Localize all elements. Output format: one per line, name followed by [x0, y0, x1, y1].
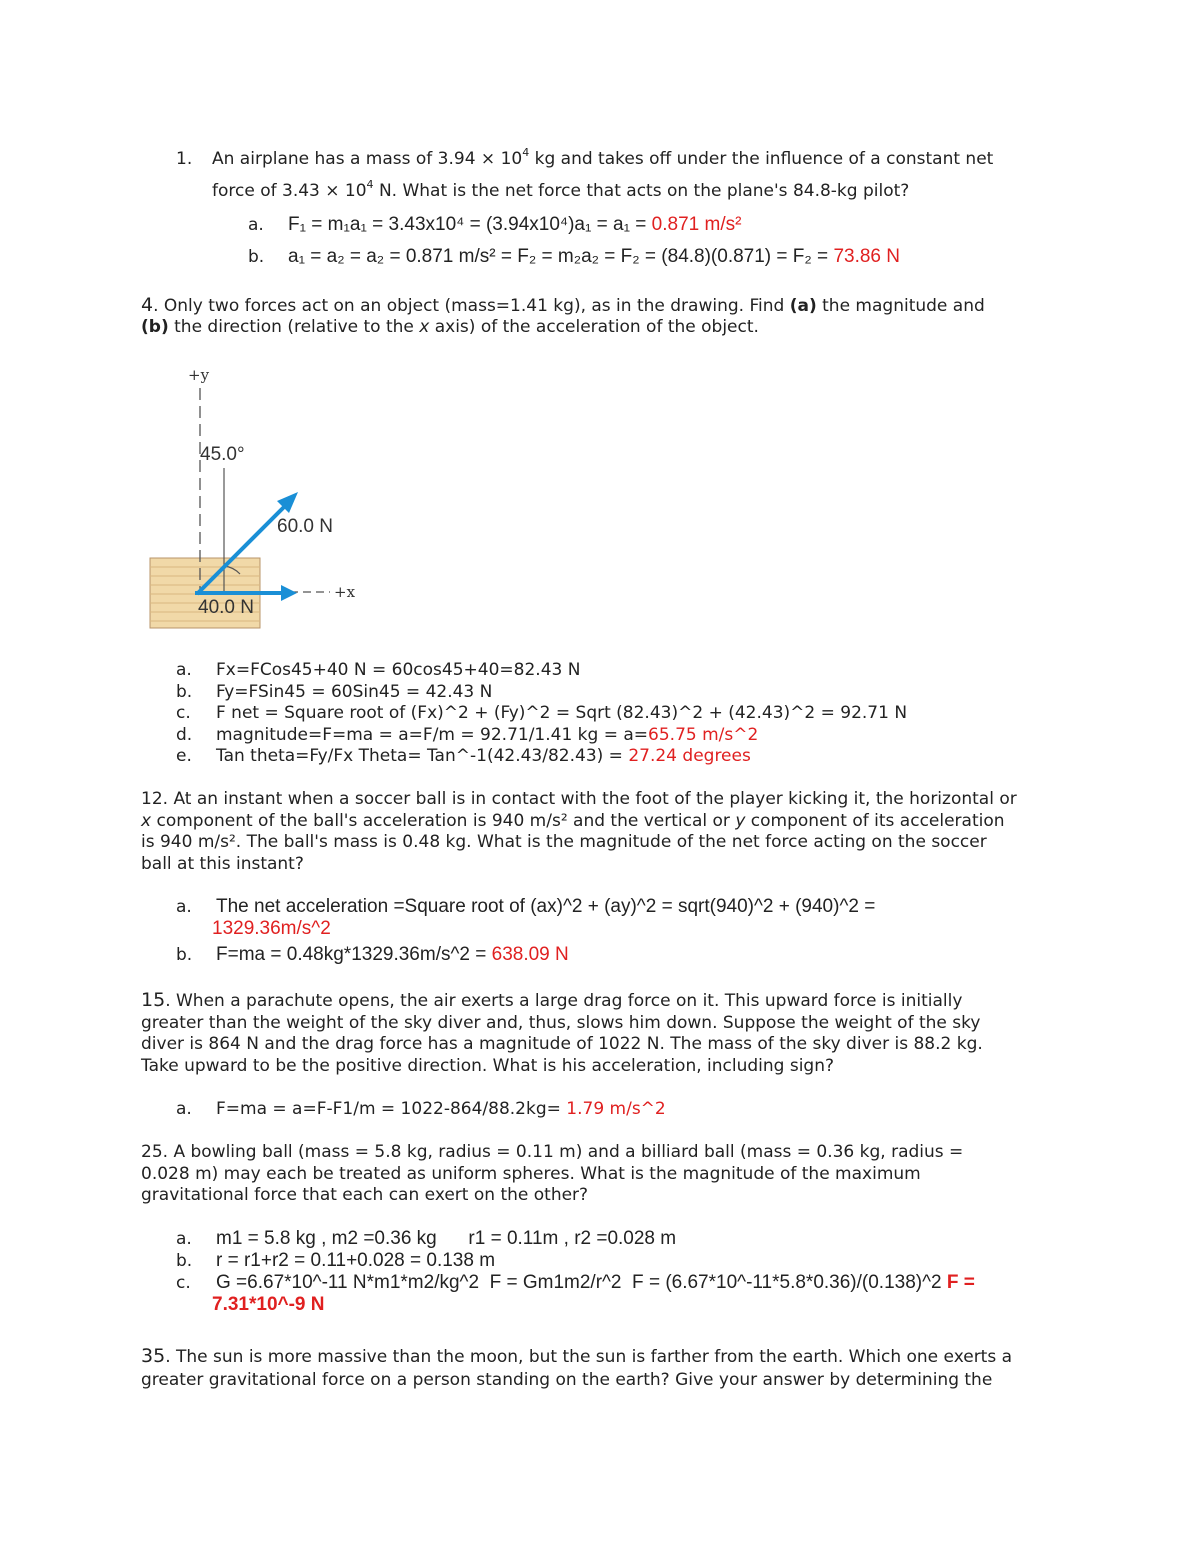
q25-b-label: b.	[176, 1251, 193, 1271]
q15-line2: greater than the weight of the sky diver and, thus, slows him down. Suppose the weight of the sky	[141, 1012, 981, 1033]
q35-line1	[141, 1345, 1012, 1369]
y-axis-label: +y	[188, 366, 210, 384]
q25-c-answer2: 7.31*10^-9 N	[212, 1294, 325, 1315]
q1-answer-b	[248, 246, 900, 268]
q25-line2: 0.028 m) may each be treated as uniform spheres. What is the magnitude of the maximum	[141, 1163, 921, 1184]
q4-b-label: b.	[176, 681, 193, 702]
q4-d-label: d.	[176, 724, 193, 745]
q4-text4: axis) of the acceleration of the object.	[429, 317, 759, 337]
q4-c-text: F net = Square root of (Fx)^2 + (Fy)^2 = Sqrt (82.43)^2 + (42.43)^2 = 92.71 N	[216, 703, 908, 723]
q12-b-label: b.	[176, 945, 193, 965]
q12-line1: 12. At an instant when a soccer ball is in contact with the foot of the player kicking it, the horizontal or	[141, 789, 1017, 809]
q12-a-text: The net acceleration =Square root of (ax)^2 + (ay)^2 = sqrt(940)^2 + (940)^2 =	[216, 896, 876, 917]
q12-line2d: component of its acceleration	[745, 810, 1005, 831]
q4-text1: . Only two forces act on an object (mass=1.41 kg), as in the drawing. Find	[153, 296, 790, 316]
angle-label: 45.0°	[200, 444, 245, 465]
q25-answer-a	[176, 1228, 975, 1250]
q12-x-italic: x	[141, 810, 152, 831]
q4-a-text: Fx=FCos45+40 N = 60cos45+40=82.43 N	[216, 660, 581, 680]
q12-answer-b	[176, 944, 569, 966]
q4-answer-b	[176, 682, 907, 704]
q4-e-text: Tan theta=Fy/Fx Theta= Tan^-1(42.43/82.43) =	[216, 746, 629, 766]
q12-question	[141, 789, 1017, 875]
q25-line3: gravitational force that each can exert on the other?	[141, 1185, 589, 1205]
q4-d-text: magnitude=F=ma = a=F/m = 92.71/1.41 kg = a=	[216, 724, 649, 745]
force-60n-label: 60.0 N	[277, 516, 333, 537]
force-40n-label: 40.0 N	[198, 597, 254, 618]
q1-line2	[212, 178, 910, 201]
q25-a-text: m1 = 5.8 kg , m2 =0.36 kg r1 = 0.11m , r2 =0.028 m	[216, 1228, 677, 1249]
q15-line3: diver is 864 N and the drag force has a magnitude of 1022 N. The mass of the sky diver is 88.2 kg.	[141, 1034, 983, 1054]
x-axis-label: +x	[334, 583, 356, 601]
q1-b-text: a₁ = a₂ = a₂ = 0.871 m/s² = F₂ = m₂a₂ = F₂ = (84.8)(0.871) = F₂ =	[288, 246, 834, 267]
q1-b-label: b.	[248, 247, 265, 267]
q15-a-text: F=ma = a=F-F1/m = 1022-864/88.2kg=	[216, 1099, 567, 1119]
q25-line1: 25. A bowling ball (mass = 5.8 kg, radius = 0.11 m) and a billiard ball (mass = 0.36 kg, radius =	[141, 1142, 964, 1162]
q35-line1-text: . The sun is more massive than the moon, but the sun is farther from the earth. Which one exerts a	[165, 1347, 1013, 1367]
q25-c-text: G =6.67*10^-11 N*m1*m2/kg^2 F = Gm1m2/r^2 F = (6.67*10^-11*5.8*0.36)/(0.138)^2	[216, 1272, 947, 1293]
q4-answer-a	[176, 660, 907, 682]
q15-a-answer: 1.79 m/s^2	[566, 1099, 666, 1119]
q4-d-answer: 65.75 m/s^2	[648, 724, 759, 745]
q15-line1	[141, 990, 983, 1013]
q25-answers	[176, 1228, 975, 1316]
q12-answer-a	[176, 896, 875, 940]
q4-a-bold: (a)	[789, 296, 817, 316]
q4-answer-d	[176, 725, 907, 747]
q4-text3: the direction (relative to the	[168, 317, 420, 337]
q4-b-bold: (b)	[141, 317, 169, 337]
q1-line2b-text: N. What is the net force that acts on the plane's 84.8-kg pilot?	[373, 181, 910, 201]
q12-a-label: a.	[176, 897, 192, 917]
q1-line1-text: An airplane has a mass of 3.94 × 10	[212, 149, 523, 169]
q4-x-italic: x	[419, 317, 430, 337]
q25-answer-b	[176, 1250, 975, 1272]
q35-question	[141, 1345, 1012, 1392]
q4-text2: the magnitude and	[816, 296, 985, 316]
q35-number: 35	[141, 1345, 166, 1367]
q25-question	[141, 1142, 963, 1207]
q1-a-label: a.	[248, 215, 264, 235]
q15-question	[141, 990, 983, 1077]
q12-b-text: F=ma = 0.48kg*1329.36m/s^2 =	[216, 944, 492, 965]
q4-e-answer: 27.24 degrees	[628, 746, 751, 766]
q4-line2	[141, 317, 759, 337]
q15-number: 15	[141, 989, 166, 1011]
q4-number: 4	[141, 294, 154, 316]
q15-answer-a	[176, 1099, 666, 1119]
q4-answer-e	[176, 746, 907, 768]
q15-line4: Take upward to be the positive direction. What is his acceleration, including sign?	[141, 1055, 835, 1076]
q15-a-label: a.	[176, 1099, 192, 1119]
q15-line1-text: . When a parachute opens, the air exerts a large drag force on it. This upward force is initially	[165, 991, 963, 1011]
q4-e-label: e.	[176, 746, 192, 766]
q25-answer-c	[176, 1272, 975, 1294]
q1-exp1: 4	[522, 146, 530, 159]
q4-answers	[176, 660, 907, 768]
force-diagram	[140, 360, 380, 635]
q12-line4: ball at this instant?	[141, 853, 304, 874]
q12-a-answer: 1329.36m/s^2	[212, 918, 331, 939]
q1-exp2: 4	[366, 178, 374, 191]
q1-b-answer: 73.86 N	[833, 246, 900, 267]
q12-b-answer: 638.09 N	[491, 944, 569, 965]
q25-b-text: r = r1+r2 = 0.11+0.028 = 0.138 m	[216, 1250, 496, 1271]
q12-line2	[141, 811, 1017, 833]
q12-line3: is 940 m/s². The ball's mass is 0.48 kg. What is the magnitude of the net force acting on the soccer	[141, 832, 987, 852]
q35-line2: greater gravitational force on a person standing on the earth? Give your answer by determining the	[141, 1370, 993, 1390]
q25-a-label: a.	[176, 1229, 192, 1249]
q4-answer-c	[176, 703, 907, 725]
q1-a-text: F₁ = m₁a₁ = 3.43x10⁴ = (3.94x10⁴)a₁ = a₁ =	[288, 214, 652, 235]
q25-c-label: c.	[176, 1273, 191, 1293]
q12-line2b: component of the ball's acceleration is 940 m/s² and the vertical or	[151, 810, 736, 831]
q1-line2a-text: force of 3.43 × 10	[212, 181, 367, 201]
q12-y-italic: y	[735, 810, 746, 831]
q4-b-text: Fy=FSin45 = 60Sin45 = 42.43 N	[216, 681, 493, 702]
q1-line1	[212, 146, 994, 169]
q4-line1	[141, 294, 985, 316]
force-40n-arrowhead	[281, 585, 297, 601]
q4-a-label: a.	[176, 660, 192, 680]
q25-c-answer1: F =	[946, 1272, 975, 1293]
q1-answer-a	[248, 214, 741, 236]
q1-a-answer: 0.871 m/s²	[651, 214, 742, 235]
q4-c-label: c.	[176, 703, 191, 723]
q1-number: 1.	[176, 149, 193, 169]
q1-line1b-text: kg and takes off under the influence of a constant net	[529, 149, 994, 169]
